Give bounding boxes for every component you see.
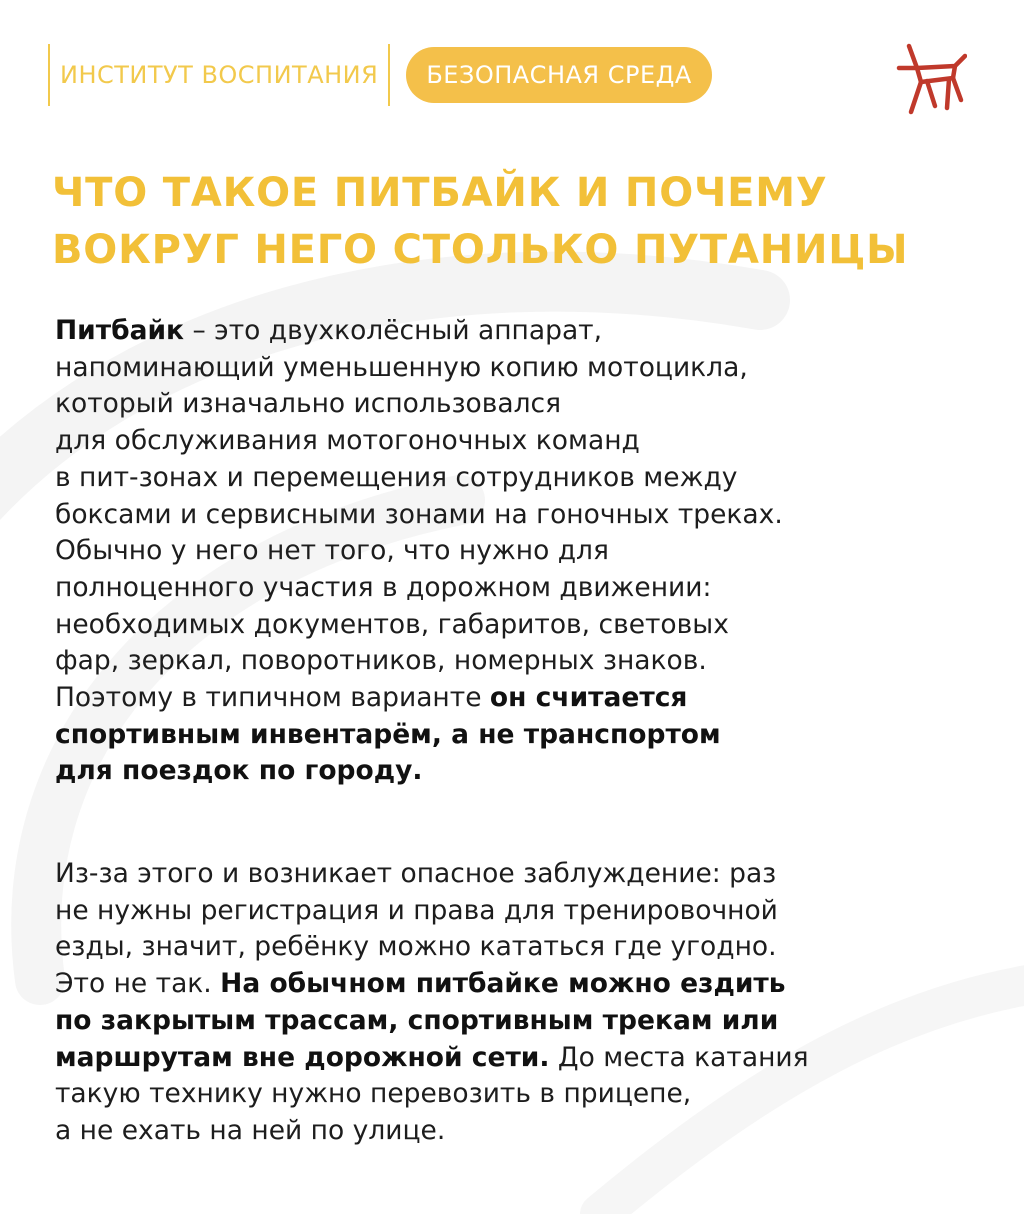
emphasis-bold: он считается xyxy=(489,682,688,714)
emphasis-bold: маршрутам вне дорожной сети. xyxy=(55,1041,550,1073)
text-line: для обслуживания мотогоночных команд xyxy=(55,425,640,457)
chair-horse-logo-icon xyxy=(895,42,967,116)
header xyxy=(48,44,712,106)
text-line: боксами и сервисными зонами на гоночных треках. xyxy=(55,498,783,530)
emphasis-line: по закрытым трассам, спортивным трекам или xyxy=(55,1004,779,1036)
emphasis-bold: На обычном питбайке можно ездить xyxy=(220,968,786,1000)
section-tag: БЕЗОПАСНАЯ СРЕДА xyxy=(406,47,711,103)
text-line: полноценного участия в дорожном движении: xyxy=(55,571,712,603)
text-line: такую технику нужно перевозить в прицепе, xyxy=(55,1078,692,1110)
header-divider-right xyxy=(388,44,390,106)
text-line xyxy=(55,680,985,717)
paragraph-misconception xyxy=(55,856,985,1150)
text-line: который изначально использовался xyxy=(55,388,562,420)
org-name: ИНСТИТУТ ВОСПИТАНИЯ xyxy=(60,61,379,89)
text-span: До места катания xyxy=(549,1041,809,1073)
text-span: Это не так. xyxy=(55,968,221,1000)
emphasis-line: спортивным инвентарём, а не транспортом xyxy=(55,718,721,750)
text-line: фар, зеркал, поворотников, номерных знаков. xyxy=(55,645,707,677)
text-line xyxy=(55,966,985,1003)
text-line xyxy=(55,313,985,350)
text-span: – это двухколёсный аппарат, xyxy=(184,315,603,346)
text-line: необходимых документов, габаритов, световых xyxy=(55,608,729,640)
text-line: напоминающий уменьшенную копию мотоцикла, xyxy=(55,351,748,383)
text-line xyxy=(55,1040,985,1077)
text-line: Из-за этого и возникает опасное заблуждение: раз xyxy=(55,858,777,889)
title-line-2: ВОКРУГ НЕГО СТОЛЬКО ПУТАНИЦЫ xyxy=(52,227,909,273)
text-line: в пит-зонах и перемещения сотрудников между xyxy=(55,461,738,493)
paragraph-definition xyxy=(55,313,985,790)
page-title xyxy=(52,165,992,279)
text-span: Поэтому в типичном варианте xyxy=(55,682,490,714)
title-line-1: ЧТО ТАКОЕ ПИТБАЙК И ПОЧЕМУ xyxy=(52,170,828,216)
term-bold: Питбайк xyxy=(55,315,185,346)
text-line: не нужны регистрация и права для тренировочной xyxy=(55,894,778,926)
text-line: а не ехать на ней по улице. xyxy=(55,1114,446,1146)
text-line: езды, значит, ребёнку можно кататься где угодно. xyxy=(55,931,777,963)
text-line: Обычно у него нет того, что нужно для xyxy=(55,535,609,567)
emphasis-line: для поездок по городу. xyxy=(55,755,423,787)
